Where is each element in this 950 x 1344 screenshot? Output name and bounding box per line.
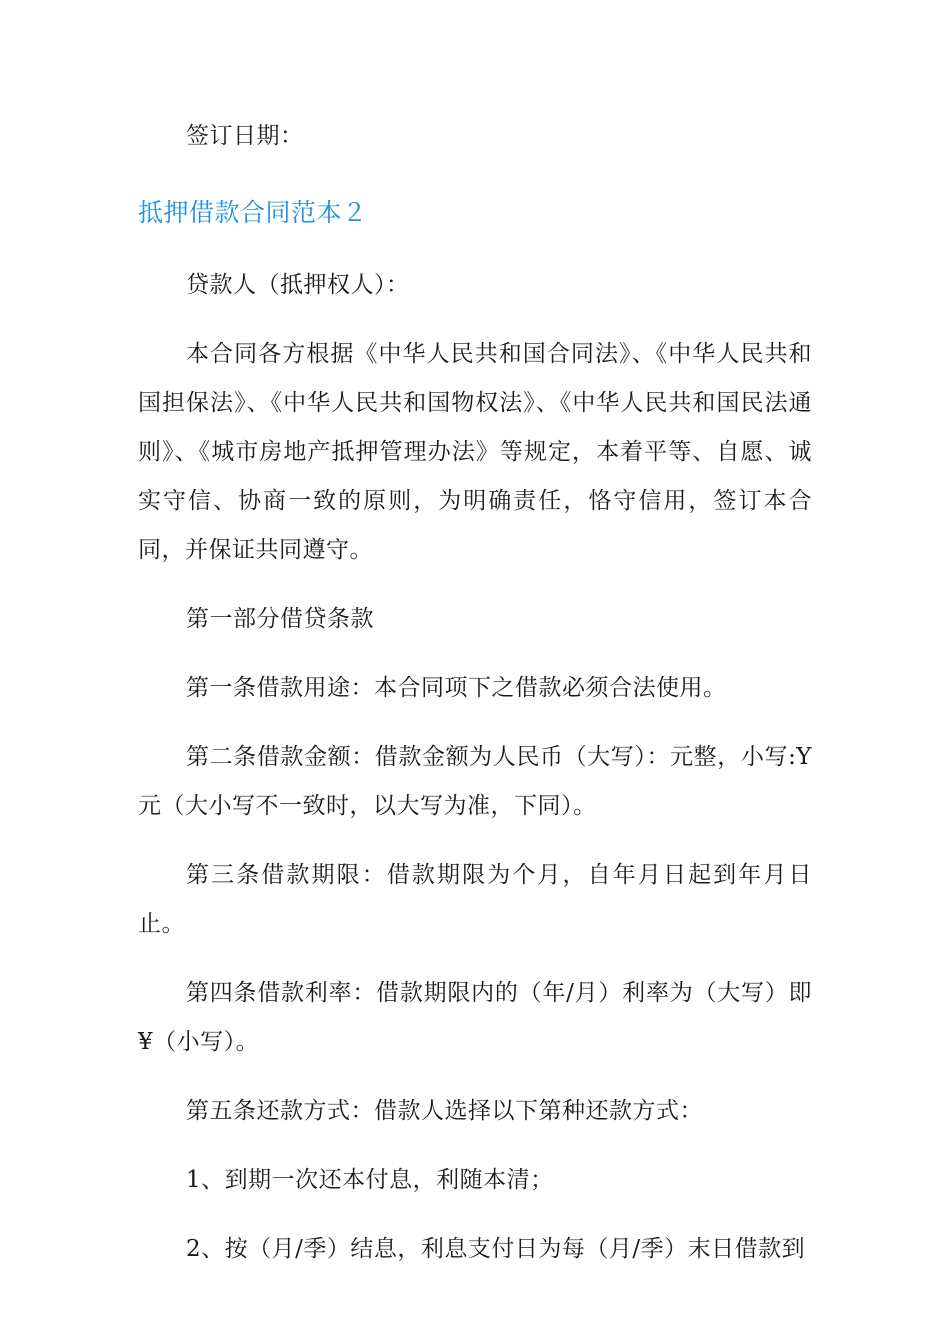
repayment-option-2: 2、按（月/季）结息，利息支付日为每（月/季）末日借款到 (186, 1236, 806, 1262)
article-2: 第二条借款金额：借款金额为人民币（大写）：元整，小写:Y元（大小写不一致时，以大写为准，下同）。 (138, 744, 812, 819)
preamble-paragraph: 本合同各方根据《中华人民共和国合同法》、《中华人民共和国担保法》、《中华人民共和国物权法》、《中华人民共和国民法通则》、《城市房地产抵押管理办法》等规定，本着平等、自愿、诚实守信、协商一致的原则，为明确责任，恪守信用，签订本合同，并保证共同遵守。 (138, 341, 812, 563)
article-1: 第一条借款用途：本合同项下之借款必须合法使用。 (186, 675, 727, 701)
article-4: 第四条借款利率：借款期限内的（年/月）利率为（大写）即¥（小写）。 (138, 980, 812, 1055)
document-body (138, 112, 812, 1274)
article-5: 第五条还款方式：借款人选择以下第种还款方式： (186, 1098, 703, 1124)
article-3: 第三条借款期限：借款期限为个月，自年月日起到年月日止。 (138, 862, 812, 937)
section-heading: 抵押借款合同范本２ (138, 198, 368, 227)
sign-date-line: 签订日期： (186, 123, 304, 149)
repayment-option-1: 1、到期一次还本付息，利随本清； (186, 1167, 554, 1193)
lender-line: 贷款人（抵押权人）： (186, 272, 410, 298)
part-one-title: 第一部分借贷条款 (186, 606, 374, 632)
